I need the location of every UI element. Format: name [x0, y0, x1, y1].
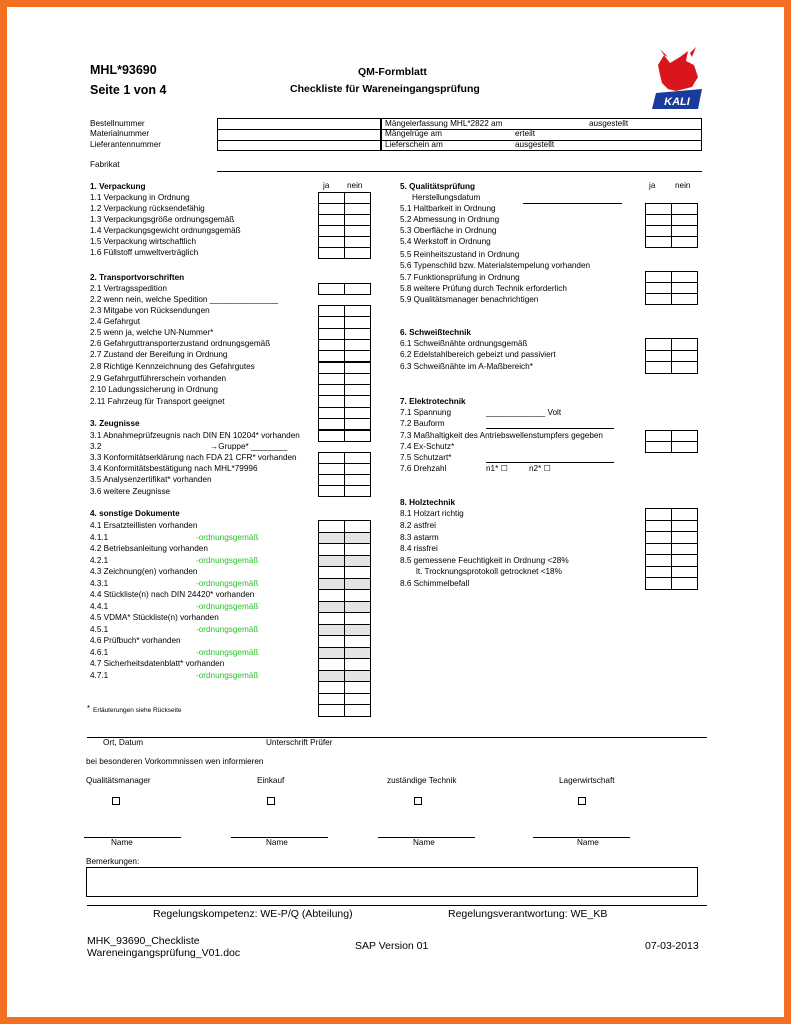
kali-logo	[650, 47, 705, 111]
label-maengelruege: Mängelrüge am	[385, 129, 442, 138]
schutzart-line[interactable]	[486, 462, 614, 463]
item-4-2: 4.2 Betriebsanleitung vorhanden	[90, 544, 208, 553]
item-4-6: 4.6 Prüfbuch* vorhanden	[90, 636, 181, 645]
label-fabrikat: Fabrikat	[90, 160, 120, 169]
section-5-title: 5. Qualitätsprüfung	[400, 182, 476, 191]
item-2-7: 2.7 Zustand der Bereifung in Ordnung	[90, 350, 228, 359]
item-5-4: 5.4 Werkstoff in Ordnung	[400, 237, 491, 246]
item-4-1: 4.1 Ersatzteillisten vorhanden	[90, 521, 198, 530]
name-label-qm: Name	[111, 838, 133, 847]
grid-s2-1-r0-nein[interactable]	[344, 283, 371, 295]
item-4-1-1: 4.1.1	[90, 533, 109, 542]
item-7-1-volt: _____________ Volt	[486, 408, 562, 417]
footnote-star: *	[87, 704, 91, 713]
item-8-1: 8.1 Holzart richtig	[400, 509, 464, 518]
label-lieferantennummer: Lieferantennummer	[90, 140, 161, 149]
item-4-5-1-status: -ordnungsgemäß	[196, 625, 259, 634]
item-7-4: 7.4 Ex-Schutz*	[400, 442, 455, 451]
footer-file-2: Wareneingangsprüfung_V01.doc	[87, 947, 241, 959]
item-2-2: 2.2 wenn nein, welche Spedition _______________	[90, 295, 279, 304]
item-5-2: 5.2 Abmessung in Ordnung	[400, 215, 500, 224]
item-1-1: 1.1 Verpackung in Ordnung	[90, 193, 190, 202]
page-number: Seite 1 von 4	[90, 83, 167, 97]
item-5-5: 5.5 Reinheitszustand in Ordnung	[400, 250, 520, 259]
grid-s3-1-r0-nein[interactable]	[344, 430, 371, 442]
drehzahl-n2[interactable]: n2* ☐	[529, 464, 551, 473]
checkbox-lager[interactable]	[578, 797, 586, 805]
item-4-7-1: 4.7.1	[90, 671, 109, 680]
herstellungsdatum-line[interactable]	[523, 203, 622, 204]
item-8-2: 8.2 astfrei	[400, 521, 436, 530]
item-7-3: 7.3 Maßhaltigkeit des Antriebswellenstumpfers gegeben	[400, 431, 603, 440]
grid-s4-r16-nein[interactable]	[344, 704, 371, 717]
item-8-6: 8.6 Schimmelbefall	[400, 579, 470, 588]
label-ort-datum: Ort, Datum	[103, 738, 144, 747]
section-7-title: 7. Elektrotechnik	[400, 397, 466, 406]
item-3-4: 3.4 Konformitätsbestätigung nach MHL*79996	[90, 464, 258, 473]
section-8-title: 8. Holztechnik	[400, 498, 456, 507]
col-ja-left: ja	[323, 181, 330, 190]
competence-right: Regelungsverantwortung: WE_KB	[448, 908, 608, 920]
grid-s2-1-r0-ja[interactable]	[318, 283, 345, 295]
item-5-herstellungsdatum: Herstellungsdatum	[412, 193, 481, 202]
role-lager: Lagerwirtschaft	[559, 776, 615, 785]
label-bestellnummer: Bestellnummer	[90, 119, 145, 128]
item-7-6: 7.6 Drehzahl	[400, 464, 447, 473]
grid-s3-1-r0-ja[interactable]	[318, 430, 345, 442]
item-1-2: 1.2 Verpackung rücksendefähig	[90, 204, 205, 213]
doc-id: MHL*93690	[90, 63, 157, 77]
item-4-4-1-status: -ordnungsgemäß	[196, 602, 259, 611]
item-2-3: 2.3 Mitgabe von Rücksendungen	[90, 306, 210, 315]
grid-s6-r2-nein[interactable]	[671, 361, 698, 374]
grid-s8-r6-ja[interactable]	[645, 577, 672, 590]
item-2-10: 2.10 Ladungssicherung in Ordnung	[90, 385, 218, 394]
item-5-7: 5.7 Funktionsprüfung in Ordnung	[400, 273, 520, 282]
col-nein-right: nein	[675, 181, 691, 190]
grid-s7-r1-ja[interactable]	[645, 441, 672, 453]
label-erteilt: erteilt	[515, 129, 536, 138]
item-5-8: 5.8 weitere Prüfung durch Technik erforderlich	[400, 284, 567, 293]
grid-s3-rest-r3-nein[interactable]	[344, 485, 371, 497]
logo-text: KALI	[664, 96, 690, 108]
item-3-2: 3.2	[90, 442, 102, 451]
footer-date: 07-03-2013	[645, 940, 699, 952]
footer-sap: SAP Version 01	[355, 940, 429, 952]
grid-s2-rest-r10-ja[interactable]	[318, 418, 345, 430]
bemerkungen-field[interactable]	[86, 867, 698, 897]
section-4-title: 4. sonstige Dokumente	[90, 509, 180, 518]
item-4-3-1-status: -ordnungsgemäß	[196, 579, 259, 588]
label-bemerkungen: Bemerkungen:	[86, 857, 140, 866]
item-6-1: 6.1 Schweißnähte ordnungsgemäß	[400, 339, 528, 348]
item-5-9: 5.9 Qualitätsmanager benachrichtigen	[400, 295, 539, 304]
footer-file-1: MHK_93690_Checkliste	[87, 935, 200, 947]
grid-s7-r1-nein[interactable]	[671, 441, 698, 453]
grid-s8-r6-nein[interactable]	[671, 577, 698, 590]
item-4-2-1: 4.2.1	[90, 556, 109, 565]
fabrikat-line[interactable]	[217, 171, 702, 172]
role-qm: Qualitätsmanager	[86, 776, 151, 785]
role-einkauf: Einkauf	[257, 776, 285, 785]
item-3-6: 3.6 weitere Zeugnisse	[90, 487, 171, 496]
item-2-5: 2.5 wenn ja, welche UN-Nummer*	[90, 328, 214, 337]
section-1-title: 1. Verpackung	[90, 182, 146, 191]
col-nein-left: nein	[347, 181, 363, 190]
item-4-3-1: 4.3.1	[90, 579, 109, 588]
grid-s5-b-r2-ja[interactable]	[645, 293, 672, 305]
item-2-1: 2.1 Vertragsspedition	[90, 284, 167, 293]
item-1-6: 1.6 Füllstoff umweltverträglich	[90, 248, 199, 257]
item-3-1: 3.1 Abnahmeprüfzeugnis nach DIN EN 10204* vorhanden	[90, 431, 300, 440]
section-2-title: 2. Transportvorschriften	[90, 273, 185, 282]
grid-s2-rest-r10-nein[interactable]	[344, 418, 371, 430]
grid-s3-rest-r3-ja[interactable]	[318, 485, 345, 497]
item-1-5: 1.5 Verpackung wirtschaftlich	[90, 237, 197, 246]
order-number-field[interactable]	[217, 118, 381, 151]
item-4-4-1: 4.4.1	[90, 602, 109, 611]
competence-left: Regelungskompetenz: WE-P/Q (Abteilung)	[153, 908, 353, 920]
checkbox-einkauf[interactable]	[267, 797, 275, 805]
item-7-2: 7.2 Bauform	[400, 419, 445, 428]
notify-text: bei besonderen Vorkommnissen wen informieren	[86, 757, 264, 766]
item-2-11: 2.11 Fahrzeug für Transport geeignet	[90, 397, 225, 406]
label-materialnummer: Materialnummer	[90, 129, 150, 138]
item-8-3: 8.3 astarm	[400, 533, 439, 542]
item-4-7-1-status: -ordnungsgemäß	[196, 671, 259, 680]
name-label-lager: Name	[577, 838, 599, 847]
role-technik: zuständige Technik	[387, 776, 457, 785]
grid-s1-r5-nein[interactable]	[344, 247, 371, 259]
item-1-4: 1.4 Verpackungsgewicht ordnungsgemäß	[90, 226, 241, 235]
item-2-4: 2.4 Gefahrgut	[90, 317, 141, 326]
item-1-3: 1.3 Verpackungsgröße ordnungsgemäß	[90, 215, 235, 224]
grid-s5-a-r3-ja[interactable]	[645, 236, 672, 248]
label-ausgestellt-1: ausgestellt	[589, 119, 629, 128]
form-page	[7, 7, 784, 1017]
item-5-3: 5.3 Oberfläche in Ordnung	[400, 226, 497, 235]
item-4-6-1-status: -ordnungsgemäß	[196, 648, 259, 657]
drehzahl-n1[interactable]: n1* ☐	[486, 464, 508, 473]
item-6-2: 6.2 Edelstahlbereich gebeizt und passiviert	[400, 350, 556, 359]
item-3-3: 3.3 Konformitätserklärung nach FDA 21 CFR* vorhanden	[90, 453, 297, 462]
signature-line[interactable]	[87, 737, 707, 738]
name-label-technik: Name	[413, 838, 435, 847]
label-ausgestellt-2: ausgestellt	[515, 140, 555, 149]
label-lieferschein: Lieferschein am	[385, 140, 443, 149]
section-3-title: 3. Zeugnisse	[90, 419, 140, 428]
item-4-4: 4.4 Stückliste(n) nach DIN 24420* vorhanden	[90, 590, 255, 599]
item-6-3: 6.3 Schweißnähte im A-Maßbereich*	[400, 362, 533, 371]
item-4-6-1: 4.6.1	[90, 648, 109, 657]
item-2-6: 2.6 Gefahrguttransporterzustand ordnungsgemäß	[90, 339, 271, 348]
checkbox-technik[interactable]	[414, 797, 422, 805]
item-8-5: 8.5 gemessene Feuchtigkeit in Ordnung <28%	[400, 556, 569, 565]
item-7-1: 7.1 Spannung	[400, 408, 451, 417]
item-8-5-note: lt. Trocknungsprotokoll getrocknet <18%	[416, 567, 562, 576]
bull-logo-icon	[650, 47, 705, 111]
label-maengelerfassung: Mängelerfassung MHL*2822 am	[385, 119, 503, 128]
item-4-1-1-status: -ordnungsgemäß	[196, 533, 259, 542]
item-2-9: 2.9 Gefahrgutführerschein vorhanden	[90, 374, 227, 383]
grid-s1-r5-ja[interactable]	[318, 247, 345, 259]
item-5-1: 5.1 Haltbarkeit in Ordnung	[400, 204, 496, 213]
item-7-5: 7.5 Schutzart*	[400, 453, 452, 462]
name-label-einkauf: Name	[266, 838, 288, 847]
section-6-title: 6. Schweißtechnik	[400, 328, 471, 337]
footnote: Erläuterungen siehe Rückseite	[93, 707, 182, 714]
item-8-4: 8.4 rissfrei	[400, 544, 438, 553]
label-unterschrift: Unterschrift Prüfer	[266, 738, 333, 747]
checkbox-qm[interactable]	[112, 797, 120, 805]
item-4-5: 4.5 VDMA* Stückliste(n) vorhanden	[90, 613, 219, 622]
grid-s5-b-r2-nein[interactable]	[671, 293, 698, 305]
grid-s6-r2-ja[interactable]	[645, 361, 672, 374]
item-4-5-1: 4.5.1	[90, 625, 109, 634]
item-4-7: 4.7 Sicherheitsdatenblatt* vorhanden	[90, 659, 225, 668]
item-3-5: 3.5 Analysenzertifikat* vorhanden	[90, 475, 212, 484]
item-3-2-gruppe: →Gruppe* ________	[210, 442, 288, 451]
form-title: Checkliste für Wareneingangsprüfung	[290, 83, 480, 95]
item-5-6: 5.6 Typenschild bzw. Materialstempelung vorhanden	[400, 261, 591, 270]
competence-line	[87, 905, 707, 906]
item-2-8: 2.8 Richtige Kennzeichnung des Gefahrgutes	[90, 362, 255, 371]
bauform-line[interactable]	[486, 428, 614, 429]
form-type-title: QM-Formblatt	[358, 66, 427, 78]
item-4-2-1-status: -ordnungsgemäß	[196, 556, 259, 565]
item-4-3: 4.3 Zeichnung(en) vorhanden	[90, 567, 198, 576]
col-ja-right: ja	[649, 181, 656, 190]
grid-s4-r16-ja[interactable]	[318, 704, 345, 717]
grid-s5-a-r3-nein[interactable]	[671, 236, 698, 248]
